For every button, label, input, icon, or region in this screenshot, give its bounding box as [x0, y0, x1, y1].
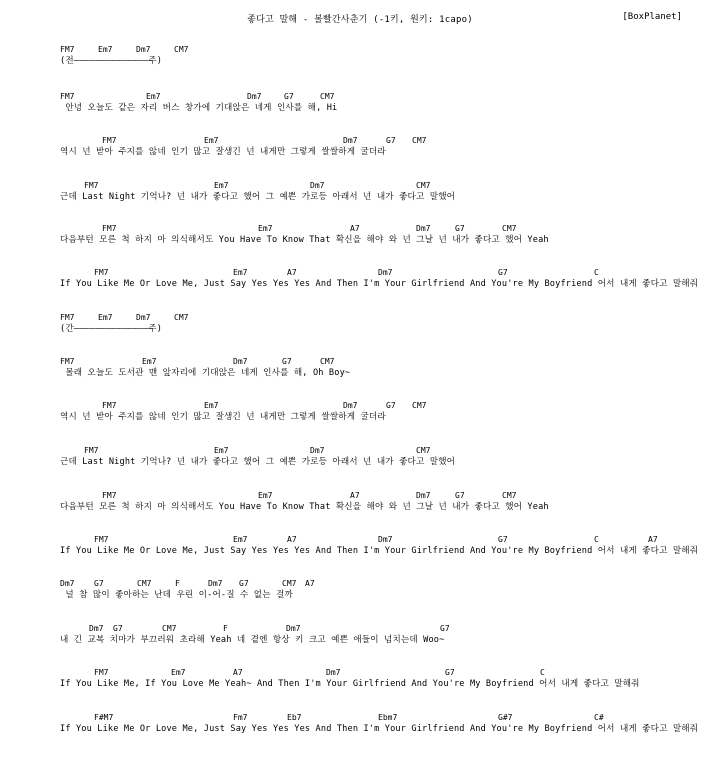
chord-symbol: G7	[94, 579, 104, 588]
chord-symbol: Ebm7	[378, 713, 398, 722]
chord-symbol: FM7	[94, 268, 109, 277]
chord-line	[0, 136, 720, 160]
chord-symbol: CM7	[320, 357, 335, 366]
chord-symbol: C	[540, 668, 545, 677]
chord-symbol: Dm7	[136, 45, 151, 54]
chord-line	[0, 357, 720, 381]
lyric-line: 근데 Last Night 기억나? 넌 내가 좋다고 했어 그 예쁜 가로등 아래서 넌 내가 좋다고 말했어	[60, 457, 456, 467]
chord-symbol: G#7	[498, 713, 513, 722]
chord-symbol: Em7	[214, 181, 229, 190]
chord-symbol: G7	[386, 401, 396, 410]
chord-line	[0, 181, 720, 205]
chord-symbol: Dm7	[416, 491, 431, 500]
chord-symbol: Em7	[204, 136, 219, 145]
lyric-line: 역시 넌 받아 주지를 않네 인기 많고 잘생긴 넌 내게만 그렇게 쌀쌀하게 굴더라	[60, 412, 386, 422]
chord-symbol: FM7	[84, 446, 99, 455]
chord-symbol: A7	[233, 668, 243, 677]
chord-symbol: Dm7	[286, 624, 301, 633]
chord-line	[0, 491, 720, 515]
chord-symbol: CM7	[502, 491, 517, 500]
chord-symbol: F#M7	[94, 713, 114, 722]
chord-symbol: CM7	[416, 446, 431, 455]
chord-symbol: CM7	[174, 45, 189, 54]
chord-symbol: A7	[648, 535, 658, 544]
chord-symbol: CM7	[174, 313, 189, 322]
chord-symbol: Em7	[204, 401, 219, 410]
chord-symbol: A7	[287, 535, 297, 544]
chord-symbol: C#	[594, 713, 604, 722]
chord-line	[0, 313, 720, 337]
chord-symbol: G7	[455, 491, 465, 500]
chord-symbol: G7	[282, 357, 292, 366]
chord-line	[0, 268, 720, 292]
chord-symbol: CM7	[282, 579, 297, 588]
lyric-line: 널 참 많이 좋아하는 난데 우린 이-어-질 수 없는 걸까	[60, 590, 293, 600]
chord-line	[0, 92, 720, 116]
chord-symbol: Dm7	[378, 268, 393, 277]
chord-symbol: FM7	[94, 668, 109, 677]
chord-symbol: FM7	[94, 535, 109, 544]
lyric-line: (간——————————————주)	[60, 324, 163, 334]
chord-symbol: Em7	[98, 45, 113, 54]
chord-symbol: G7	[498, 268, 508, 277]
chord-symbol: CM7	[137, 579, 152, 588]
chord-symbol: Dm7	[416, 224, 431, 233]
lyric-line: If You Like Me, If You Love Me Yeah~ And Then I'm Your Girlfriend And You're My Boyfriend 어서 내게 좋다고 말해줘	[60, 679, 640, 689]
chord-symbol: Fm7	[233, 713, 248, 722]
chord-symbol: CM7	[502, 224, 517, 233]
chord-symbol: Dm7	[208, 579, 223, 588]
lyric-line: (전——————————————주)	[60, 56, 163, 66]
chord-symbol: CM7	[416, 181, 431, 190]
chord-symbol: Eb7	[287, 713, 302, 722]
chord-line	[0, 668, 720, 692]
chord-symbol: G7	[284, 92, 294, 101]
chord-symbol: Dm7	[326, 668, 341, 677]
chord-symbol: FM7	[102, 136, 117, 145]
chord-symbol: CM7	[320, 92, 335, 101]
chord-symbol: CM7	[412, 136, 427, 145]
chord-symbol: F	[223, 624, 228, 633]
lyric-line: 안녕 오늘도 같은 자리 버스 창가에 기대앉은 네게 인사를 해, Hi	[60, 103, 338, 113]
lyric-line: 근데 Last Night 기억나? 넌 내가 좋다고 했어 그 예쁜 가로등 아래서 넌 내가 좋다고 말했어	[60, 192, 456, 202]
chord-symbol: Em7	[171, 668, 186, 677]
chord-symbol: A7	[350, 491, 360, 500]
chord-symbol: FM7	[60, 92, 75, 101]
chord-symbol: FM7	[60, 45, 75, 54]
lyric-line: If You Like Me Or Love Me, Just Say Yes Yes Yes And Then I'm Your Girlfriend And You're My Boyfriend 어서 내게 좋다고 말해줘	[60, 724, 699, 734]
chord-line	[0, 446, 720, 470]
chord-symbol: G7	[440, 624, 450, 633]
chord-symbol: G7	[455, 224, 465, 233]
chord-symbol: Dm7	[233, 357, 248, 366]
chord-symbol: Dm7	[343, 401, 358, 410]
chord-symbol: FM7	[60, 313, 75, 322]
chord-line	[0, 579, 720, 603]
chord-symbol: Em7	[142, 357, 157, 366]
chord-symbol: A7	[305, 579, 315, 588]
chord-symbol: Em7	[258, 224, 273, 233]
chord-line	[0, 624, 720, 648]
chord-symbol: F	[175, 579, 180, 588]
chord-symbol: FM7	[102, 401, 117, 410]
chord-symbol: A7	[350, 224, 360, 233]
chord-line	[0, 45, 720, 69]
chord-symbol: CM7	[412, 401, 427, 410]
chord-symbol: C	[594, 535, 599, 544]
lyric-line: 몰래 오늘도 도서관 맨 앞자리에 기대앉은 네게 인사를 해, Oh Boy~	[60, 368, 351, 378]
lyric-line: If You Like Me Or Love Me, Just Say Yes Yes Yes And Then I'm Your Girlfriend And You're My Boyfriend 어서 내게 좋다고 말해줘	[60, 279, 699, 289]
chord-symbol: FM7	[84, 181, 99, 190]
chord-line	[0, 224, 720, 248]
chord-symbol: A7	[287, 268, 297, 277]
chord-symbol: Em7	[258, 491, 273, 500]
chord-symbol: FM7	[102, 491, 117, 500]
lyric-line: 역시 넌 받아 주지를 않네 인기 많고 잘생긴 넌 내게만 그렇게 쌀쌀하게 굴더라	[60, 147, 386, 157]
chord-symbol: Em7	[146, 92, 161, 101]
chord-symbol: Dm7	[247, 92, 262, 101]
song-title: 좋다고 말해 - 볼빨간사춘기 (-1키, 원키: 1capo)	[247, 15, 473, 25]
chord-symbol: FM7	[102, 224, 117, 233]
lyric-line: 내 긴 교복 치마가 부끄러워 초라해 Yeah 네 곁엔 항상 키 크고 예쁜 애들이 넘치는데 Woo~	[60, 635, 445, 645]
chord-symbol: CM7	[162, 624, 177, 633]
chord-symbol: Em7	[233, 268, 248, 277]
chord-symbol: G7	[386, 136, 396, 145]
chord-symbol: Dm7	[136, 313, 151, 322]
lyric-line: 다음부턴 모른 척 하지 마 의식해서도 You Have To Know That 확신을 해야 와 넌 그날 넌 내가 좋다고 했어 Yeah	[60, 502, 549, 512]
chord-symbol: Em7	[98, 313, 113, 322]
lyric-line: 다음부턴 모른 척 하지 마 의식해서도 You Have To Know That 확신을 해야 와 넌 그날 넌 내가 좋다고 했어 Yeah	[60, 235, 549, 245]
lyric-line: If You Like Me Or Love Me, Just Say Yes Yes Yes And Then I'm Your Girlfriend And You're My Boyfriend 어서 내게 좋다고 말해줘	[60, 546, 699, 556]
chord-symbol: Dm7	[310, 181, 325, 190]
chord-line	[0, 535, 720, 559]
chord-line	[0, 713, 720, 737]
chord-symbol: G7	[498, 535, 508, 544]
chord-line	[0, 401, 720, 425]
chord-symbol: Em7	[233, 535, 248, 544]
chord-symbol: C	[594, 268, 599, 277]
chord-symbol: FM7	[60, 357, 75, 366]
chord-symbol: Dm7	[378, 535, 393, 544]
chord-symbol: Dm7	[343, 136, 358, 145]
chord-symbol: Dm7	[310, 446, 325, 455]
site-tag: [BoxPlanet]	[622, 12, 682, 22]
chord-symbol: G7	[239, 579, 249, 588]
chord-symbol: Dm7	[60, 579, 75, 588]
chord-symbol: Em7	[214, 446, 229, 455]
chord-symbol: G7	[113, 624, 123, 633]
chord-symbol: G7	[445, 668, 455, 677]
chord-symbol: Dm7	[89, 624, 104, 633]
